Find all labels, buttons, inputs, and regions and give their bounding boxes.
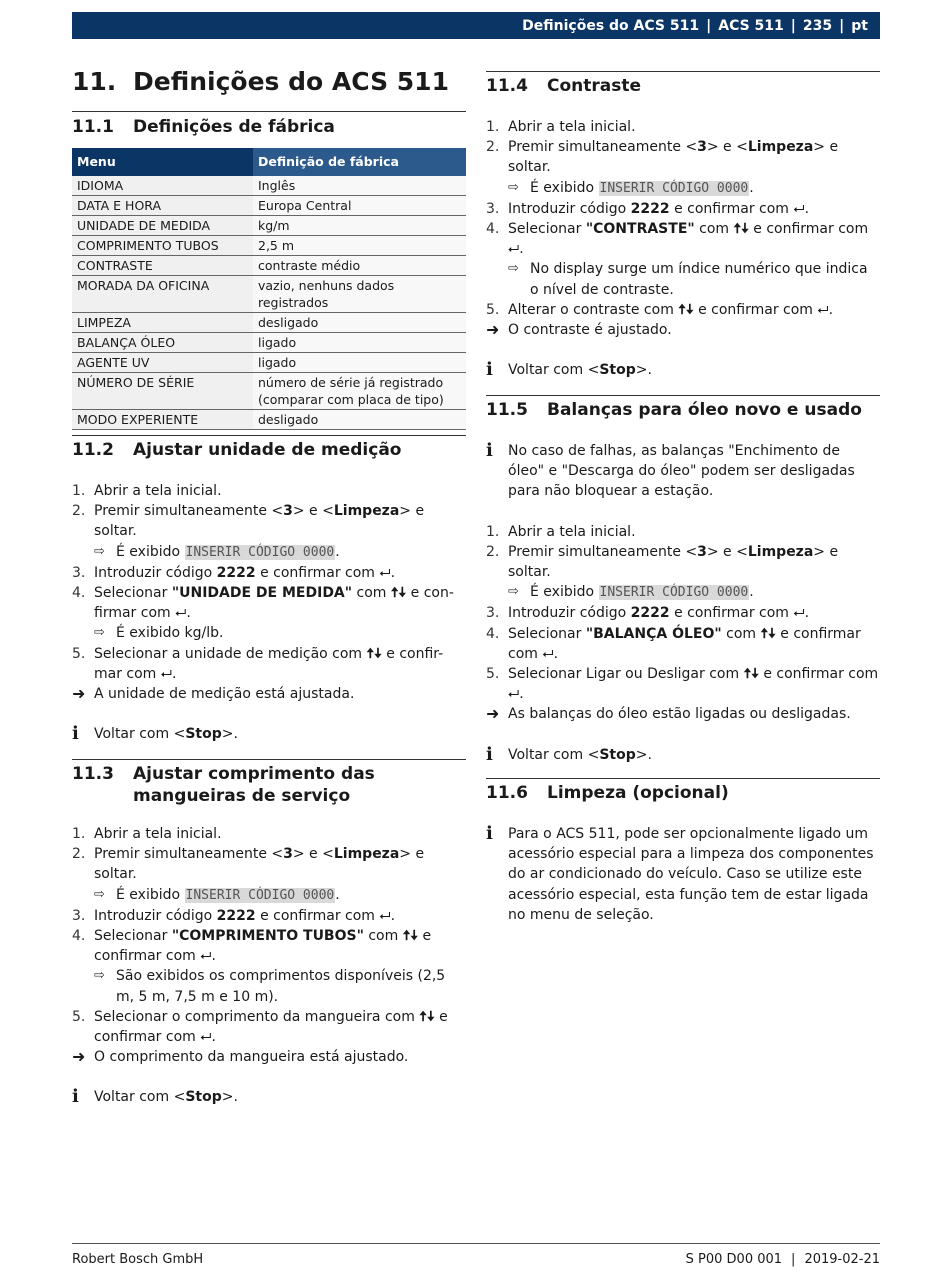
section-title: Definições de fábrica (133, 117, 335, 137)
table-cell: LIMPEZA (72, 313, 253, 333)
step-number: 1. (486, 119, 500, 135)
list-item (72, 563, 466, 583)
table-cell: Europa Central (253, 196, 466, 216)
step-text: e confirmar com (669, 200, 794, 217)
footer-divider (72, 1243, 880, 1244)
step-text: . (519, 241, 524, 258)
chapter-text: Definições do ACS 511 (133, 67, 449, 96)
step-text: . (749, 584, 754, 601)
step-text: Introduzir código (94, 564, 217, 581)
step-text: . (749, 179, 754, 196)
page-header (72, 12, 880, 39)
list-item (486, 664, 880, 704)
step-number: 3. (486, 605, 500, 622)
enter-key-icon: ⮠ (175, 605, 187, 622)
step-text: > e soltar. (94, 503, 425, 540)
step-text: Selecionar Ligar ou Desligar com (508, 666, 744, 683)
step-text: . (335, 886, 340, 903)
step-number: 4. (486, 625, 500, 642)
table-row (72, 373, 466, 410)
table-cell: DATA E HORA (72, 196, 253, 216)
table-cell: CONTRASTE (72, 256, 253, 276)
footer-date: 2019-02-21 (804, 1252, 880, 1267)
up-down-arrows-icon: 🠅🠇 (733, 221, 749, 238)
header-separator: | (706, 17, 712, 34)
section-number: 11.5 (486, 400, 528, 420)
table-row (72, 256, 466, 276)
step-text: . (804, 200, 810, 217)
section-divider (486, 71, 880, 72)
list-item (72, 501, 466, 541)
footer-doc-number: S P00 D00 001 (685, 1252, 783, 1267)
table-cell: desligado (253, 410, 466, 430)
enter-key-icon: ⮠ (160, 665, 172, 682)
step-text: e con- (406, 585, 454, 602)
step-text: e confirmar com (255, 907, 380, 924)
procedure-11-2 (72, 481, 466, 744)
step-text: > e soltar. (508, 139, 839, 176)
step-text: O comprimento da mangueira está ajustado. (94, 1049, 409, 1066)
section-title: Balanças para óleo novo e usado (547, 400, 862, 420)
step-text: Premir simultaneamente < (94, 503, 284, 520)
step-number: 3. (72, 564, 86, 581)
step-text: Selecionar o comprimento da mangueira com (94, 1008, 420, 1025)
section-divider (486, 395, 880, 396)
table-cell: 2,5 m (253, 236, 466, 256)
up-down-arrows-icon: 🠅🠇 (760, 625, 776, 642)
step-text: Voltar com < (508, 746, 600, 763)
info-icon: ℹ (486, 359, 493, 381)
key-label: 3 (697, 543, 707, 560)
section-heading-11-5 (486, 399, 880, 421)
step-number: 2. (72, 846, 86, 863)
step-text: Alterar o contraste com (508, 301, 679, 318)
step-number: 3. (486, 200, 500, 217)
key-label: Stop (599, 362, 636, 379)
key-label: Stop (185, 726, 222, 743)
section-number: 11.1 (72, 117, 114, 137)
table-row (72, 216, 466, 236)
list-item (486, 219, 880, 259)
result-line (486, 320, 880, 340)
list-subitem (486, 178, 880, 199)
step-number: 1. (486, 523, 500, 540)
header-product: ACS 511 (718, 17, 784, 34)
step-text: É exibido (116, 543, 185, 560)
result-arrow-icon: ⇨ (94, 625, 105, 641)
result-arrow-icon: ⇨ (94, 968, 105, 984)
list-subitem (72, 542, 466, 563)
list-item (72, 583, 466, 623)
header-page-number: 235 (802, 17, 833, 34)
code-value: 2222 (216, 564, 256, 581)
info-note (486, 441, 880, 502)
key-label: Limpeza (747, 543, 814, 560)
step-number: 2. (486, 139, 500, 156)
section-number: 11.2 (72, 440, 114, 460)
step-text: . (211, 948, 216, 965)
section-heading-11-4 (486, 75, 880, 97)
enter-key-icon: ⮠ (508, 686, 520, 703)
enter-key-icon: ⮠ (200, 948, 212, 965)
section-number: 11.3 (72, 764, 114, 784)
up-down-arrows-icon: 🠅🠇 (402, 928, 419, 945)
list-item (486, 137, 880, 177)
display-code: INSERIR CÓDIGO 0000 (185, 544, 335, 560)
procedure-11-4 (486, 117, 880, 380)
step-text: >. (635, 746, 652, 763)
info-note (72, 724, 466, 744)
step-text: > e soltar. (508, 543, 839, 581)
section-divider (72, 759, 466, 760)
up-down-arrows-icon: 🠅🠇 (419, 1008, 435, 1025)
step-number: 1. (72, 483, 86, 499)
display-code: INSERIR CÓDIGO 0000 (599, 585, 749, 601)
step-text: É exibido (530, 584, 599, 601)
step-text: Abrir a tela inicial. (94, 826, 222, 842)
list-item (486, 624, 880, 664)
table-cell: vazio, nenhuns dados registrados (253, 276, 466, 313)
step-text: >. (221, 1089, 238, 1106)
step-text: e confirmar com (693, 301, 818, 318)
step-text: e confirmar com (758, 666, 879, 683)
table-cell: UNIDADE DE MEDIDA (72, 216, 253, 236)
step-text: Abrir a tela inicial. (508, 523, 636, 540)
list-item (72, 844, 466, 884)
menu-label: "CONTRASTE" (585, 221, 695, 238)
step-number: 4. (72, 585, 86, 602)
step-number: 3. (72, 907, 86, 924)
section-title: Contraste (547, 76, 642, 96)
step-text: Selecionar (508, 221, 586, 238)
table-cell: COMPRIMENTO TUBOS (72, 236, 253, 256)
header-title: Definições do ACS 511 (522, 17, 700, 34)
step-text: . (519, 686, 524, 703)
step-text: . (211, 1029, 216, 1046)
list-item (486, 542, 880, 582)
step-number: 2. (72, 503, 86, 520)
step-text: e confir- (381, 645, 444, 662)
list-item (72, 644, 466, 684)
list-subitem (72, 623, 466, 643)
info-icon: ℹ (486, 440, 493, 461)
step-text: firmar com (94, 605, 176, 622)
table-row (72, 410, 466, 430)
note-text: Para o ACS 511, pode ser opcionalmente ligado um acessório especial para a limpeza dos componentes do ar condicionado do veículo. Caso se utilize este acessório especial, esta função tem de estar ligada no menu de seleção. (508, 826, 874, 923)
list-item (486, 199, 880, 219)
list-item (486, 603, 880, 623)
section-heading-11-6 (486, 782, 880, 804)
footer-separator: | (791, 1252, 796, 1267)
step-text: No display surge um índice numérico que indica o nível de contraste. (530, 261, 868, 298)
chapter-number: 11. (72, 67, 117, 96)
step-text: Abrir a tela inicial. (94, 483, 222, 499)
footer-doc-info (686, 1250, 880, 1270)
display-code: INSERIR CÓDIGO 0000 (599, 180, 749, 196)
list-subitem (72, 885, 466, 906)
table-cell: MODO EXPERIENTE (72, 410, 253, 430)
table-row (72, 333, 466, 353)
info-icon: ℹ (72, 723, 79, 745)
info-note (486, 360, 880, 380)
key-label: 3 (697, 139, 707, 156)
step-text: com (721, 625, 761, 642)
list-subitem (486, 582, 880, 603)
table-header-default: Definição de fábrica (253, 148, 466, 176)
code-value: 2222 (630, 200, 670, 217)
table-cell: desligado (253, 313, 466, 333)
step-text: com (352, 585, 391, 602)
list-item (72, 926, 466, 966)
section-divider (486, 778, 880, 779)
table-cell: BALANÇA ÓLEO (72, 333, 253, 353)
table-cell: IDIOMA (72, 176, 253, 196)
enter-key-icon: ⮠ (542, 645, 554, 662)
header-language: pt (851, 17, 868, 34)
step-text: Selecionar a unidade de medição com (94, 645, 367, 662)
list-item (486, 300, 880, 320)
list-subitem (72, 966, 466, 1006)
enter-key-icon: ⮠ (793, 605, 805, 622)
enter-key-icon: ⮠ (379, 564, 391, 581)
step-number: 1. (72, 826, 86, 842)
step-number: 5. (72, 645, 86, 662)
factory-settings-table (72, 148, 466, 430)
table-cell: kg/m (253, 216, 466, 236)
list-subitem (486, 259, 880, 299)
key-label: Limpeza (333, 503, 400, 520)
table-cell: NÚMERO DE SÉRIE (72, 373, 253, 410)
section-divider (72, 111, 466, 112)
step-text: > e < (292, 846, 334, 863)
header-separator: | (790, 17, 796, 34)
table-row (72, 176, 466, 196)
step-text: Selecionar (508, 625, 586, 642)
step-text: Premir simultaneamente < (508, 543, 698, 560)
info-note (72, 1087, 466, 1107)
table-cell: MORADA DA OFICINA (72, 276, 253, 313)
table-cell: Inglês (253, 176, 466, 196)
procedure-11-3 (72, 824, 466, 1108)
table-header-menu: Menu (72, 148, 253, 176)
key-label: Stop (599, 746, 636, 763)
enter-key-icon: ⮠ (508, 241, 520, 258)
step-text: Introduzir código (508, 200, 631, 217)
table-cell: AGENTE UV (72, 353, 253, 373)
step-text: . (186, 605, 191, 622)
info-note (486, 824, 880, 925)
table-row (72, 276, 466, 313)
section-title: Ajustar comprimento das mangueiras de serviço (133, 764, 375, 806)
header-separator: | (839, 17, 845, 34)
table-row (72, 353, 466, 373)
step-text: Introduzir código (94, 907, 217, 924)
result-icon: ➜ (486, 320, 500, 340)
section-heading-11-3 (72, 763, 466, 807)
note-text: No caso de falhas, as balanças "Enchimento de óleo" e "Descarga do óleo" podem ser desligadas para não bloquear a estação. (508, 443, 855, 500)
info-icon: ℹ (486, 743, 493, 765)
list-item (72, 1007, 466, 1047)
step-number: 5. (486, 666, 500, 683)
step-text: e confirmar com (94, 1008, 448, 1046)
table-row (72, 196, 466, 216)
section-heading-11-1 (72, 116, 466, 138)
step-text: São exibidos os comprimentos disponíveis (2,5 m, 5 m, 7,5 m e 10 m). (116, 968, 446, 1005)
procedure-11-6 (486, 824, 880, 925)
step-text: É exibido (116, 886, 185, 903)
step-text: Introduzir código (508, 605, 631, 622)
step-number: 5. (72, 1008, 86, 1025)
step-text: > e soltar. (94, 846, 425, 883)
key-label: Stop (185, 1089, 222, 1106)
up-down-arrows-icon: 🠅🠇 (678, 301, 694, 318)
procedure-11-5 (486, 441, 880, 765)
result-arrow-icon: ⇨ (508, 584, 519, 600)
step-text: e confirmar com (748, 221, 869, 238)
footer-company: Robert Bosch GmbH (72, 1252, 204, 1267)
result-line (72, 684, 466, 704)
section-number: 11.4 (486, 76, 528, 96)
info-icon: ℹ (486, 823, 493, 844)
step-text: > e < (292, 503, 334, 520)
step-text: Voltar com < (94, 1089, 186, 1106)
step-text: . (335, 543, 340, 560)
result-arrow-icon: ⇨ (94, 886, 105, 902)
step-text: e confirmar com (508, 625, 861, 662)
result-icon: ➜ (486, 704, 500, 724)
step-text: >. (221, 726, 238, 743)
section-heading-11-2 (72, 439, 466, 461)
table-cell: ligado (253, 333, 466, 353)
step-text: Voltar com < (94, 726, 186, 743)
result-icon: ➜ (72, 684, 86, 704)
step-number: 5. (486, 301, 500, 318)
step-text: e confirmar com (669, 605, 794, 622)
code-value: 2222 (216, 907, 256, 924)
section-title: Limpeza (opcional) (547, 783, 729, 803)
table-cell: contraste médio (253, 256, 466, 276)
step-text: As balanças do óleo estão ligadas ou desligadas. (508, 706, 851, 723)
table-row (72, 236, 466, 256)
step-text: Premir simultaneamente < (94, 846, 284, 863)
list-item (72, 481, 466, 501)
enter-key-icon: ⮠ (379, 907, 391, 924)
menu-label: "COMPRIMENTO TUBOS" (171, 928, 364, 945)
info-icon: ℹ (72, 1086, 79, 1108)
step-text: É exibido kg/lb. (116, 625, 224, 642)
step-text: Abrir a tela inicial. (508, 119, 636, 135)
menu-label: "BALANÇA ÓLEO" (585, 625, 722, 642)
result-arrow-icon: ⇨ (508, 179, 519, 195)
chapter-title (72, 66, 449, 98)
table-header-row (72, 148, 466, 176)
step-number: 4. (486, 221, 500, 238)
step-text: . (390, 564, 396, 581)
step-number: 2. (486, 543, 500, 560)
step-text: Selecionar (94, 928, 172, 945)
info-note (486, 745, 880, 765)
enter-key-icon: ⮠ (817, 301, 829, 318)
table-cell: número de série já registrado (comparar com placa de tipo) (253, 373, 466, 410)
up-down-arrows-icon: 🠅🠇 (366, 645, 382, 662)
step-text: Voltar com < (508, 362, 600, 379)
step-text: É exibido (530, 179, 599, 196)
step-text: > e < (706, 139, 748, 156)
result-arrow-icon: ⇨ (94, 543, 105, 559)
up-down-arrows-icon: 🠅🠇 (390, 585, 407, 602)
step-text: . (390, 907, 396, 924)
step-text: >. (635, 362, 652, 379)
up-down-arrows-icon: 🠅🠇 (743, 666, 759, 683)
display-code: INSERIR CÓDIGO 0000 (185, 887, 335, 903)
enter-key-icon: ⮠ (793, 200, 805, 217)
table-cell: ligado (253, 353, 466, 373)
step-text: . (828, 301, 834, 318)
list-item (486, 117, 880, 137)
key-label: Limpeza (333, 846, 400, 863)
step-text: mar com (94, 665, 161, 682)
result-arrow-icon: ⇨ (508, 261, 519, 277)
table-row (72, 313, 466, 333)
step-text: com (694, 221, 734, 238)
section-divider (72, 435, 466, 436)
step-text: O contraste é ajustado. (508, 322, 672, 339)
step-text: Selecionar (94, 585, 172, 602)
step-text: e confirmar com (255, 564, 380, 581)
key-label: 3 (283, 503, 293, 520)
key-label: 3 (283, 846, 293, 863)
step-text: e confirmar com (94, 928, 432, 965)
step-text: Premir simultaneamente < (508, 139, 698, 156)
step-text: com (363, 928, 403, 945)
section-number: 11.6 (486, 783, 528, 803)
step-text: . (804, 605, 810, 622)
section-title: Ajustar unidade de medição (133, 440, 402, 460)
code-value: 2222 (630, 605, 670, 622)
result-line (486, 704, 880, 724)
list-item (72, 824, 466, 844)
key-label: Limpeza (747, 139, 814, 156)
step-number: 4. (72, 928, 86, 945)
enter-key-icon: ⮠ (200, 1029, 212, 1046)
step-text: A unidade de medição está ajustada. (94, 686, 355, 703)
list-item (72, 906, 466, 926)
list-item (486, 522, 880, 542)
step-text: > e < (706, 543, 748, 560)
menu-label: "UNIDADE DE MEDIDA" (171, 585, 353, 602)
step-text: . (171, 665, 177, 682)
result-icon: ➜ (72, 1047, 86, 1067)
result-line (72, 1047, 466, 1067)
step-text: . (553, 645, 559, 662)
